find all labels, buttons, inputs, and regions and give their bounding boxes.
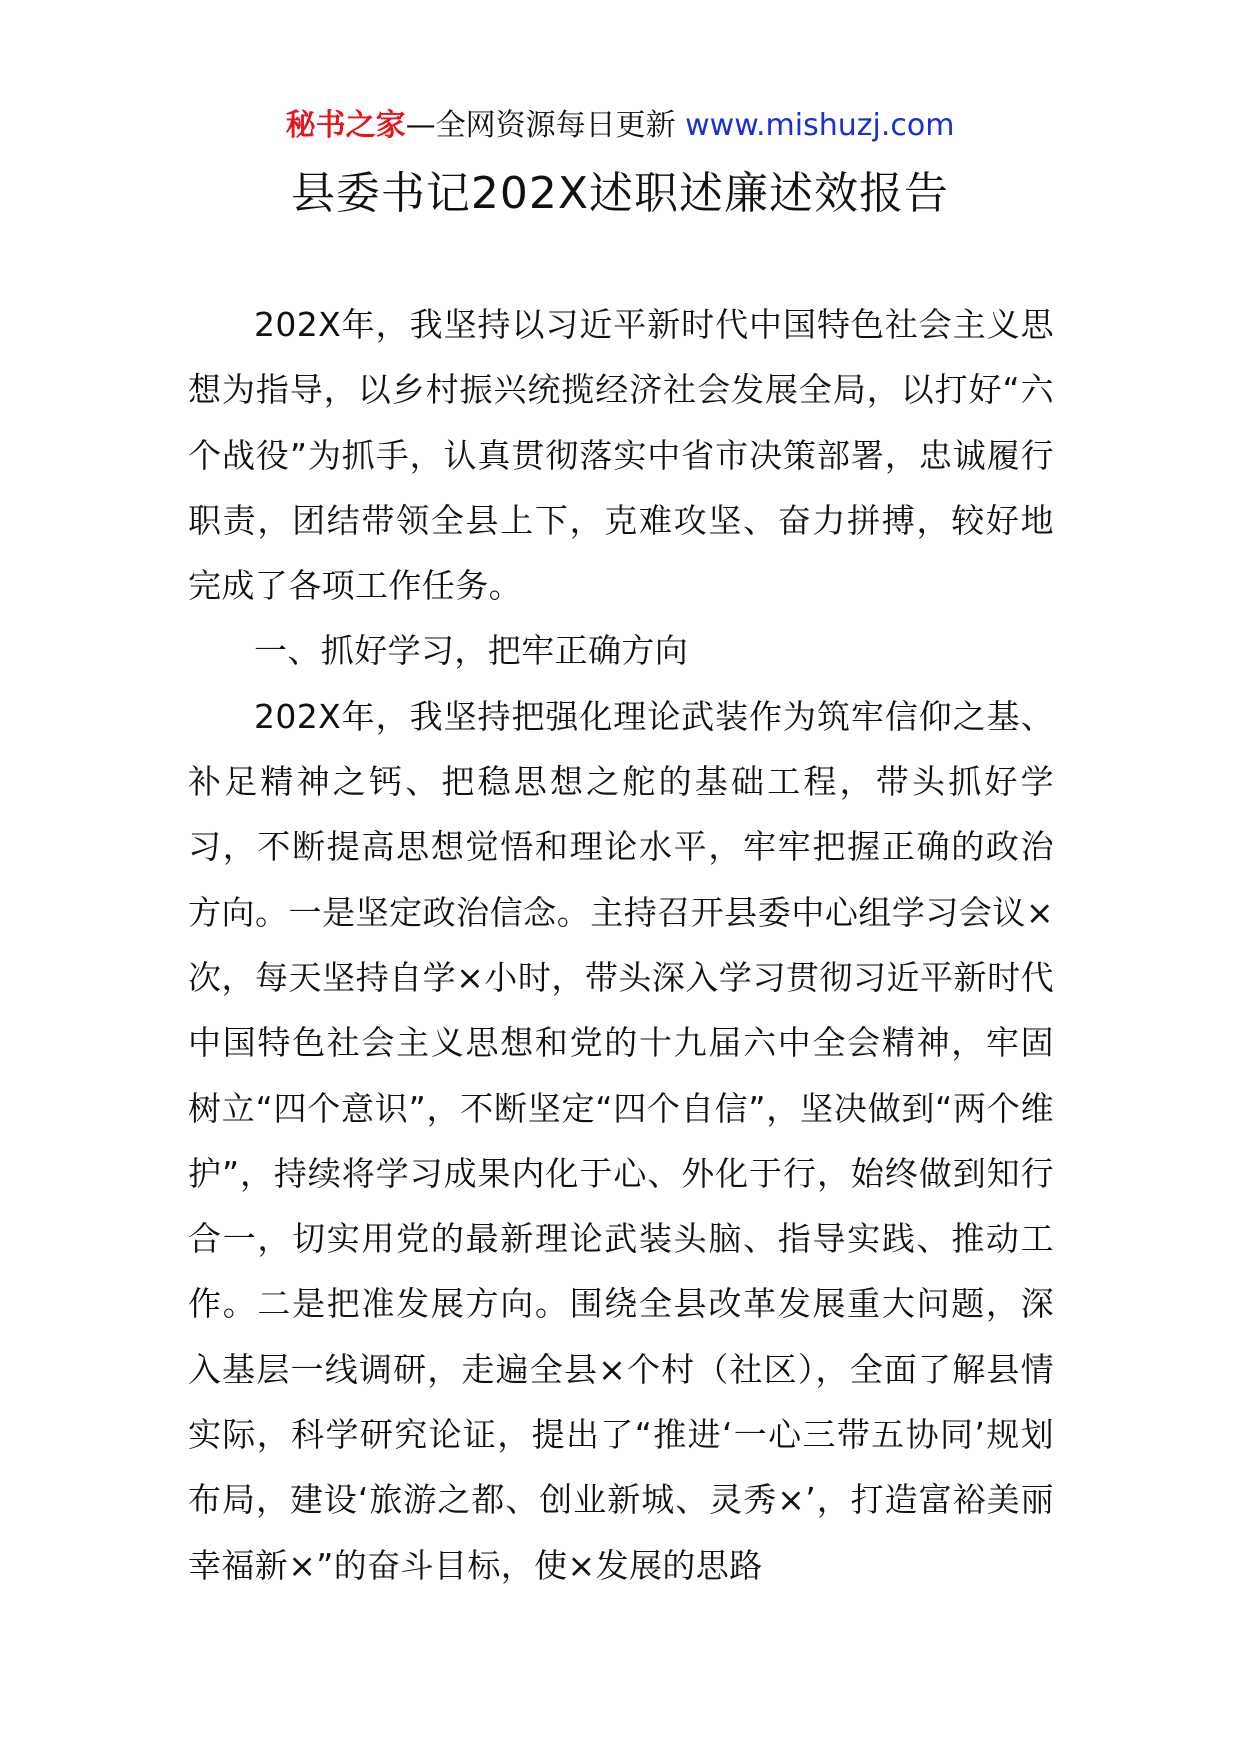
watermark-header bbox=[0, 104, 1240, 148]
intro-paragraph: 202X年，我坚持以习近平新时代中国特色社会主义思想为指导，以乡村振兴统揽经济社会发展全局，以打好“六个战役”为抓手，认真贯彻落实中省市决策部署，忠诚履行职责，团结带领全县上下，克难攻坚、奋力拼搏，较好地完成了各项工作任务。 bbox=[188, 305, 1054, 606]
site-url-link[interactable]: www.mishuzj.com bbox=[685, 108, 955, 143]
section-1-paragraph: 202X年，我坚持把强化理论武装作为筑牢信仰之基、补足精神之钙、把稳思想之舵的基础工程，带头抓好学习，不断提高思想觉悟和理论水平，牢牢把握正确的政治方向。一是坚定政治信念。主持召开县委中心组学习会议×次，每天坚持自学×小时，带头深入学习贯彻习近平新时代中国特色社会主义思想和党的十九届六中全会精神，牢固树立“四个意识”，不断坚定“四个自信”，坚决做到“两个维护”，持续将学习成果内化于心、外化于行，始终做到知行合一，切实用党的最新理论武装头脑、指导实践、推动工作。二是把准发展方向。围绕全县改革发展重大问题，深入基层一线调研，走遍全县×个村（社区），全面了解县情实际，科学研究论证，提出了“推进‘一心三带五协同’规划布局，建设‘旅游之都、创业新城、灵秀×’，打造富裕美丽幸福新×”的奋斗目标，使×发展的思路 bbox=[188, 696, 1054, 1585]
site-brand: 秘书之家 bbox=[285, 108, 406, 143]
section-heading-1: 一、抓好学习，把牢正确方向 bbox=[254, 631, 689, 671]
site-tagline: —全网资源每日更新 bbox=[405, 108, 686, 143]
document-body bbox=[188, 292, 1054, 1598]
document-title: 县委书记202X述职述廉述效报告 bbox=[290, 168, 950, 219]
